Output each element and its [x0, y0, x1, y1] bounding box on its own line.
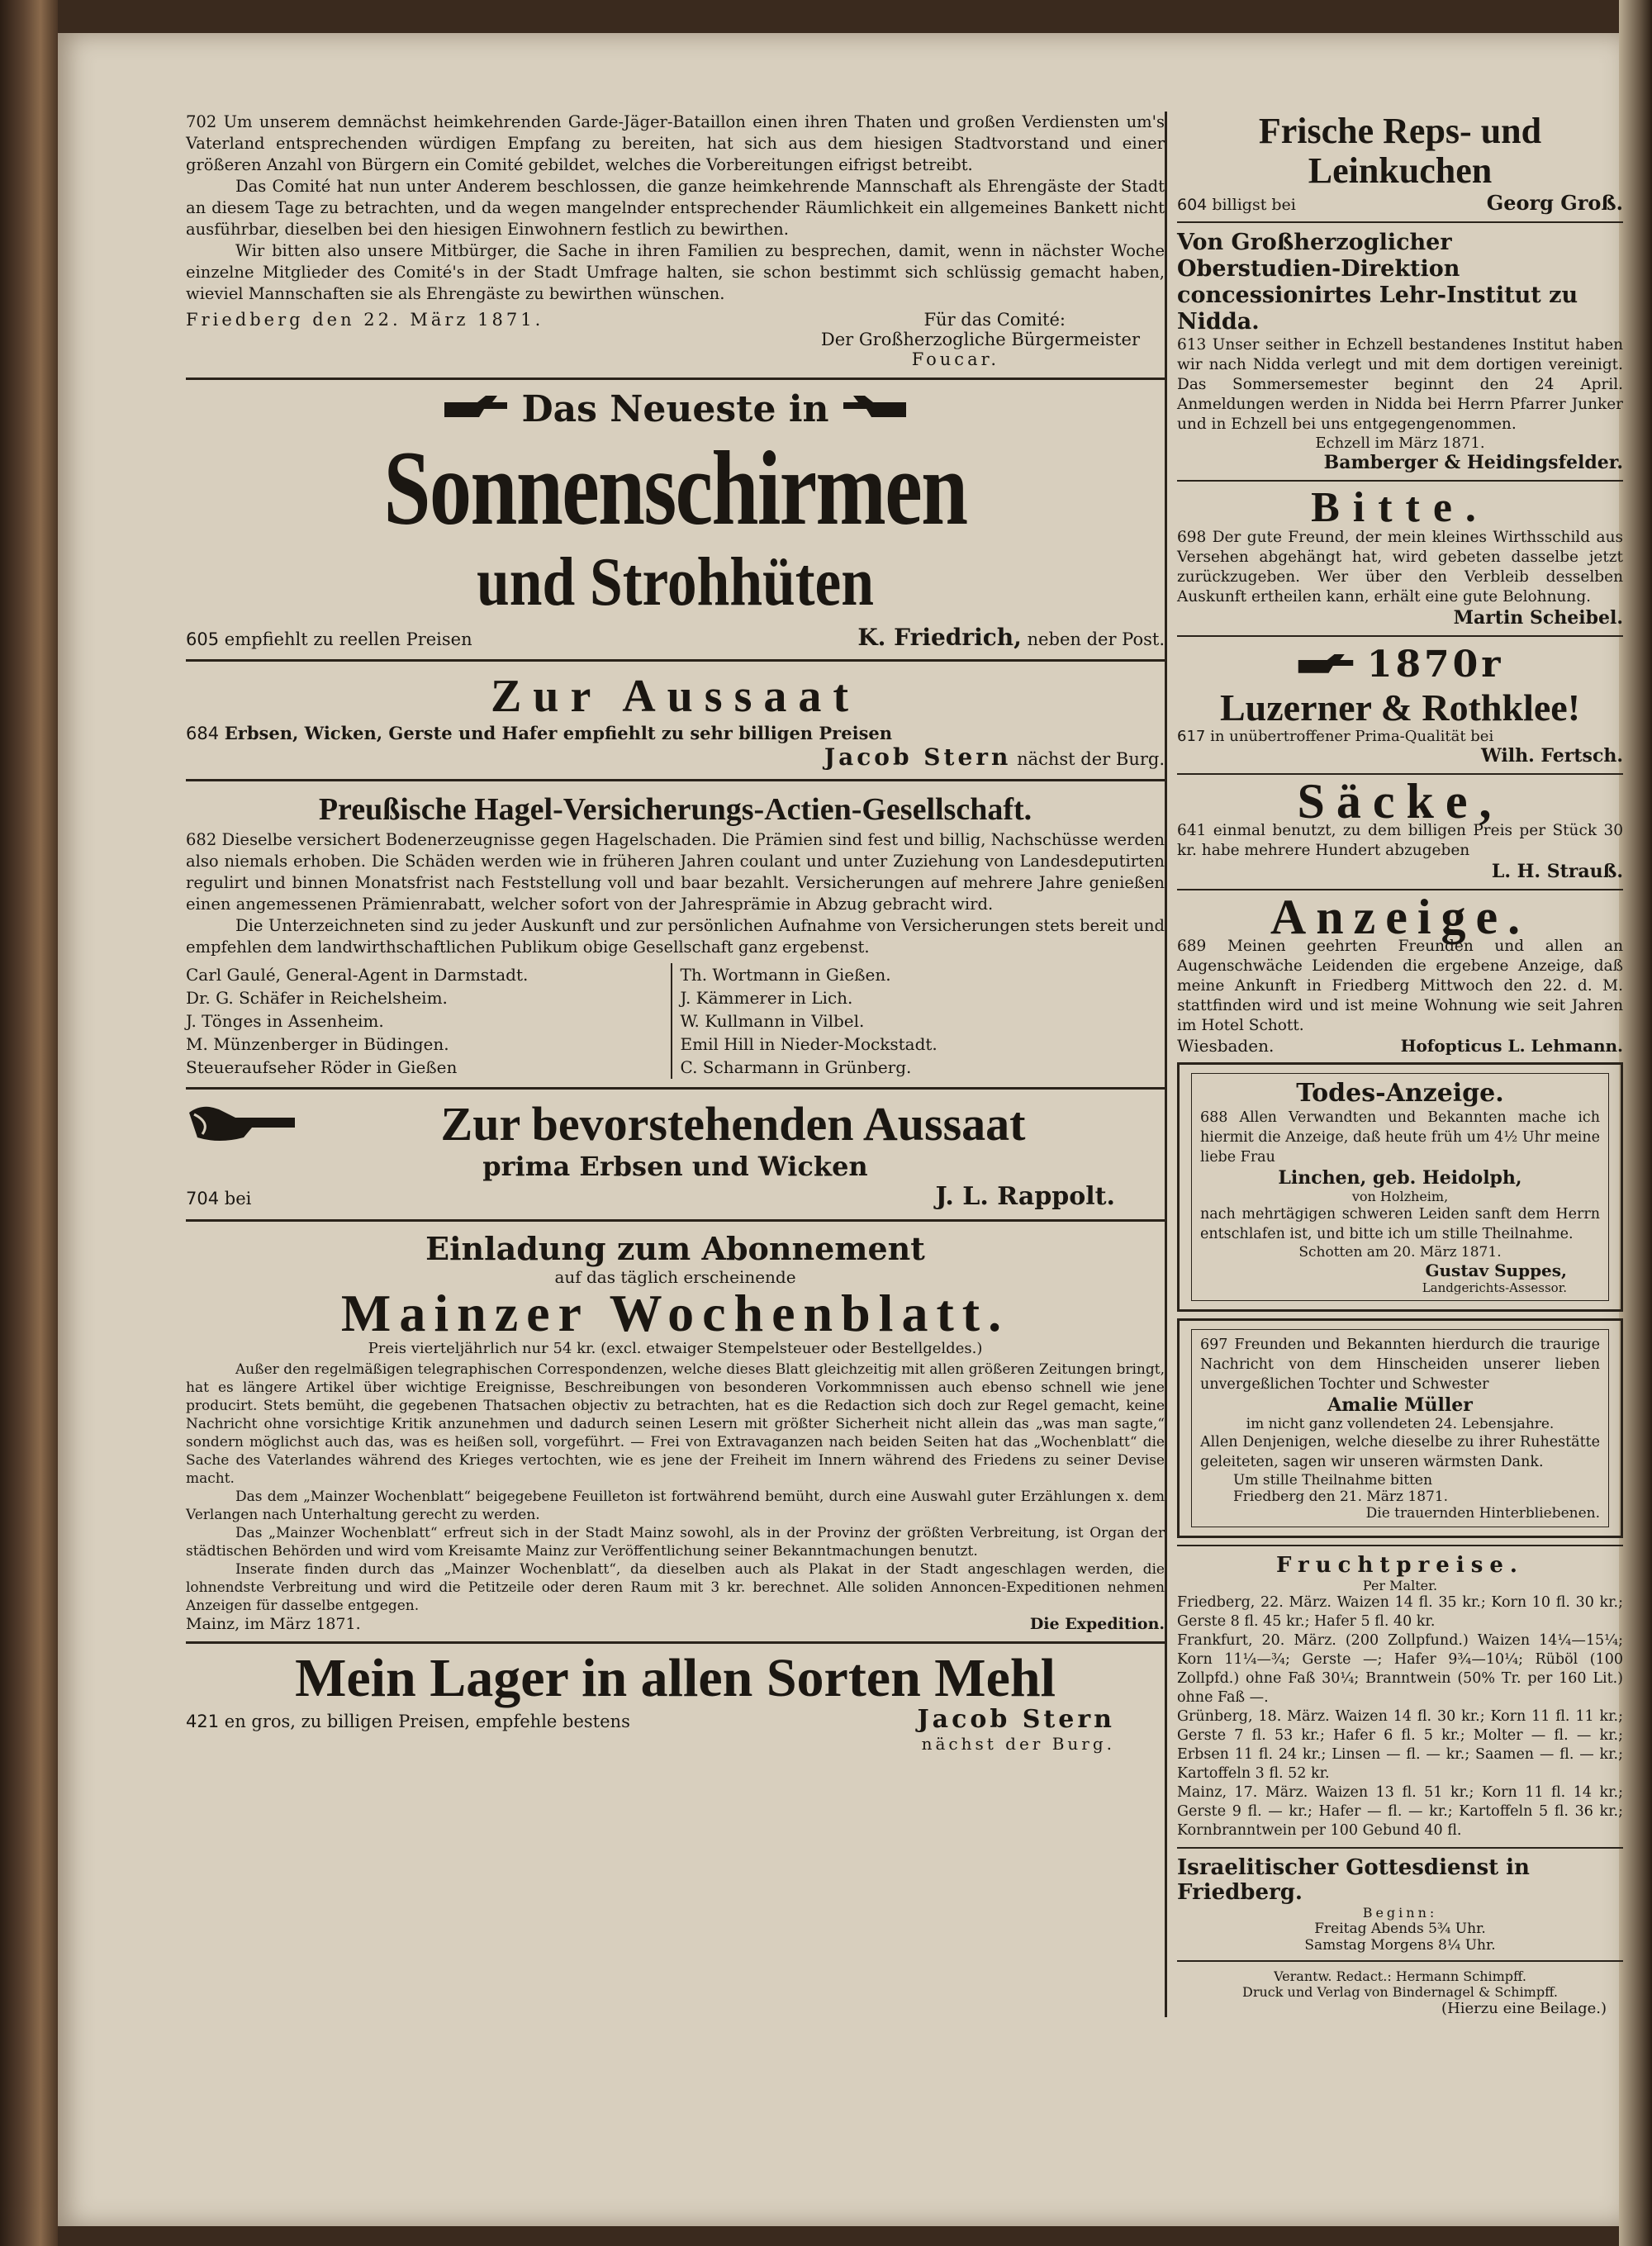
- nidda-sig: Bamberger & Heidingsfelder.: [1323, 452, 1623, 473]
- hagel-agents-right: [671, 963, 1165, 1079]
- mueller-date: Friedberg den 21. März 1871.: [1233, 1489, 1449, 1505]
- frucht-p1: Friedberg, 22. März. Waizen 14 fl. 35 kr.; Korn 10 fl. 30 kr.; Gerste 8 fl. 45 kr.; Hafer 5 fl. 40 kr.: [1177, 1594, 1623, 1630]
- todes-date: Schotten am 20. März 1871.: [1298, 1244, 1502, 1261]
- anzeige-p1: 689 Meinen geehrten Freunden und allen an Augenschwäche Leidenden die ergebene Anzeige, daß meine Ankunft in Friedberg Mittwoch den 22. d. M. stattfinden wird und ist meine Wohnung wie seit Jahren im Hotel Schott.: [1177, 938, 1623, 1034]
- aussaat-addr: nächst der Burg.: [1017, 749, 1165, 769]
- agent-item: Th. Wortmann in Gießen.: [680, 965, 891, 985]
- frucht-p2: Frankfurt, 20. März. (200 Zollpfund.) Waizen 14¼—15¼; Korn 11¼—¾; Gerste —; Hafer 9¾—10¼; Rüböl (100 Zollpfd.) ohne Faß 30¼; Branntwein (50% Tr. per 160 Lit.) ohne Faß —.: [1177, 1632, 1623, 1706]
- hagel-ad: [186, 790, 1165, 1079]
- reps-name: Georg Groß.: [1486, 191, 1623, 215]
- mueller-p4: Um stille Theilnahme bitten: [1233, 1472, 1433, 1489]
- committee-date: Friedberg den 22. März 1871.: [186, 310, 544, 330]
- committee-sig3: Foucar.: [911, 349, 999, 369]
- anzeige-sig: Hofopticus L. Lehmann.: [1400, 1036, 1623, 1056]
- bevor-name: J. L. Rappolt.: [935, 1182, 1115, 1211]
- imprint-l3: (Hierzu eine Beilage.): [1441, 2000, 1607, 2017]
- nidda-p1: 613 Unser seither in Echzell bestandenes Institut haben wir nach Nidda verlegt und mit dem dortigen vereinigt. Das Sommersemester beginnt den 24 April. Anmeldungen werden in Nidda bei Herrn Pfarrer Junker und in Echzell bei uns entgegengenommen.: [1177, 336, 1623, 433]
- agent-item: W. Kullmann in Vilbel.: [680, 1011, 865, 1031]
- sonnen-name: K. Friedrich,: [857, 624, 1022, 651]
- klee-title: Luzerner & Rothklee!: [1219, 686, 1581, 729]
- mainzer-p3: Das „Mainzer Wochenblatt“ erfreut sich in der Stadt Mainz sowohl, als in der Provinz der größten Verbreitung, ist Organ der städtischen Behörden und wird vom Kreisamte Mainz zur Veröffentlichung seiner Bekanntmachungen benutzt.: [186, 1525, 1165, 1560]
- mehl-addr: nächst der Burg.: [921, 1734, 1115, 1754]
- anzeige-place: Wiesbaden.: [1177, 1036, 1275, 1056]
- gottes-title: Israelitischer Gottesdienst in Friedberg.: [1177, 1855, 1530, 1905]
- divider: [1177, 480, 1623, 482]
- mueller-p1: 697 Freunden und Bekannten hierdurch die traurige Nachricht von dem Hinscheiden unserer lieben unvergeßlichen Tochter und Schwester: [1200, 1337, 1600, 1393]
- todes-p2: nach mehrtägigen schweren Leiden sanft dem Herrn entschlafen ist, und bitte ich um stille Theilnahme.: [1200, 1206, 1600, 1242]
- todes-title: Todes-Anzeige.: [1296, 1079, 1504, 1108]
- pointing-hand-icon: [186, 1098, 301, 1151]
- bevorstehende-aussaat-ad: [186, 1098, 1165, 1211]
- imprint-l2: Druck und Verlag von Bindernagel & Schimpff.: [1242, 1984, 1558, 2000]
- agent-item: M. Münzenberger in Büdingen.: [186, 1034, 449, 1054]
- committee-p3: Wir bitten also unsere Mitbürger, die Sache in ihren Familien zu besprechen, damit, wenn in nächster Woche einzelne Mitglieder des Comité's in der Stadt Umfrage halten, sie schon bestimmt sich schlüssig gemacht haben, wieviel Mannschaften sie als Ehrengäste zu bewirthen wünschen.: [186, 241, 1165, 303]
- divider: [1177, 1960, 1623, 1962]
- saecke-ad: [1177, 774, 1623, 882]
- gottes-l1: Freitag Abends 5¾ Uhr.: [1314, 1921, 1486, 1937]
- divider: [1177, 1847, 1623, 1849]
- agent-item: C. Scharmann in Grünberg.: [680, 1057, 912, 1077]
- nidda-title: Von Großherzoglicher Oberstudien-Direktion concessionirtes Lehr-Institut zu Nidda.: [1177, 230, 1578, 335]
- bitte-title: Bitte.: [1311, 484, 1489, 531]
- divider: [186, 659, 1165, 662]
- pointing-hand-icon: [443, 391, 509, 433]
- divider: [186, 1219, 1165, 1222]
- mainzer-top: Einladung zum Abonnement: [425, 1230, 925, 1267]
- bitte-sig: Martin Scheibel.: [1453, 607, 1623, 629]
- aussaat-num: 684: [186, 724, 220, 743]
- mainzer-p1: Außer den regelmäßigen telegraphischen Correspondenzen, welche dieses Blatt gleichzeitig mit allen größeren Zeitungen bringt, hat es längere Artikel über wichtige Ereignisse, Beschreibungen von besonderen Vorkommnissen auch ebenso schnell wie jene producirt. Stets bemüht, die gegebenen Thatsachen objectiv zu betrachten, hat es die Redaction sich doch zur Regel gemacht, keine Nachricht ohne vorsichtige Kritik anzunehmen und dadurch seinen Lesern mit größter Sicherheit nicht allein das „was man sagte,“ sondern möglichst auch das, was es heißen soll, vorgeführt. — Frei von Extravaganzen nach beiden Seiten hat das „Wochenblatt“ die Sache des Vaterlandes während des Krieges vertochten, wie es jene der Freiheit im Innern während des Friedens zu seiner Devise macht.: [186, 1361, 1165, 1487]
- saecke-title: Säcke,: [1297, 774, 1503, 829]
- sonnen-num: 605: [186, 629, 220, 649]
- sonnen-sub: und Strohhüten: [477, 544, 874, 620]
- page-edge: [1619, 0, 1652, 2246]
- committee-p2: Das Comité hat nun unter Anderem beschlossen, die ganze heimkehrende Mannschaft als Ehrengäste der Stadt an diesem Tage zu betrachten, und da wegen mangelnder entsprechender Räumlichkeit ein allgemeines Bankett nicht ausführbar, dieselben bei den hiesigen Einwohnern festlich zu bewirthen.: [186, 177, 1165, 239]
- committee-sig2: Der Großherzogliche Bürgermeister: [820, 330, 1140, 349]
- gottes-sub: Beginn:: [1362, 1905, 1438, 1921]
- klee-text: in unübertroffener Prima-Qualität bei: [1210, 728, 1494, 745]
- saecke-sig: L. H. Strauß.: [1491, 861, 1623, 882]
- sonnenschirmen-ad: [186, 388, 1165, 651]
- pointing-hand-icon: [1297, 646, 1355, 688]
- bevor-title: Zur bevorstehenden Aussaat: [440, 1097, 1026, 1151]
- frucht-title: Fruchtpreise.: [1276, 1553, 1524, 1578]
- mainzer-title: Mainzer Wochenblatt.: [340, 1284, 1010, 1342]
- klee-num: 617: [1177, 728, 1206, 745]
- bevor-num: 704: [186, 1189, 220, 1208]
- todes-sig: Gustav Suppes,: [1425, 1261, 1567, 1280]
- aussaat-ad: [186, 670, 1165, 771]
- nidda-ad: [1177, 230, 1623, 473]
- aussaat-name: Jacob Stern: [824, 743, 1012, 771]
- mainzer-p2: Das dem „Mainzer Wochenblatt“ beigegebene Feuilleton ist fortwährend bemüht, durch eine Auswahl guter Erzählungen x. dem Verlangen nach Unterhaltung gerecht zu werden.: [186, 1489, 1165, 1523]
- reps-title: Frische Reps- und Leinkuchen: [1258, 111, 1542, 191]
- divider: [1177, 635, 1623, 637]
- mueller-anzeige-box: [1177, 1318, 1623, 1538]
- mehl-num: 421: [186, 1712, 220, 1731]
- klee-name: Wilh. Fertsch.: [1481, 745, 1623, 767]
- divider: [186, 1087, 1165, 1090]
- nidda-date: Echzell im März 1871.: [1315, 434, 1485, 452]
- gottes-l2: Samstag Morgens 8¼ Uhr.: [1304, 1937, 1496, 1954]
- sonnen-title: Sonnenschirmen: [383, 430, 967, 547]
- saecke-p1: 641 einmal benutzt, zu dem billigen Preis per Stück 30 kr. habe mehrere Hundert abzugeben: [1177, 822, 1623, 859]
- hagel-agents-left: [186, 963, 671, 1079]
- agent-item: Dr. G. Schäfer in Reichelsheim.: [186, 988, 448, 1008]
- mueller-sig: Die trauernden Hinterbliebenen.: [1365, 1505, 1600, 1522]
- newspaper-page: [58, 33, 1623, 2226]
- right-column: [1165, 112, 1623, 2017]
- pointing-hand-icon: [842, 391, 908, 433]
- mehl-name: Jacob Stern: [917, 1705, 1115, 1734]
- bitte-p1: 698 Der gute Freund, der mein kleines Wirthsschild aus Versehen abgehängt hat, wird gebeten dasselbe jetzt zurückzugeben. Wer über den Verbleib desselben Auskunft ertheilen kann, erhält eine gute Belohnung.: [1177, 529, 1623, 605]
- aussaat-text: Erbsen, Wicken, Gerste und Hafer empfiehlt zu sehr billigen Preisen: [224, 723, 893, 743]
- mueller-name: Amalie Müller: [1327, 1394, 1473, 1416]
- left-column: [186, 112, 1165, 1754]
- sonnen-addr: neben der Post.: [1027, 629, 1165, 649]
- divider: [186, 1641, 1165, 1644]
- todes-sub: von Holzheim,: [1351, 1189, 1449, 1204]
- hagel-p2: Die Unterzeichneten sind zu jeder Auskunft und zur persönlichen Aufnahme von Versicherungen stets bereit und empfehlen dem landwirthschaftlichen Publikum obige Gesellschaft ganz ergebenst.: [186, 916, 1165, 957]
- mehl-text: en gros, zu billigen Preisen, empfehle bestens: [224, 1712, 630, 1731]
- hagel-title: Preußische Hagel-Versicherungs-Actien-Gesellschaft.: [318, 792, 1032, 827]
- gottesdienst: [1177, 1855, 1623, 1954]
- frucht-sub: Per Malter.: [1362, 1578, 1438, 1593]
- hagel-p1: 682 Dieselbe versichert Bodenerzeugnisse gegen Hagelschaden. Die Prämien sind fest und billig, Nachschüsse werden also niemals erhoben. Die Schäden werden wie in früheren Jahren coulant und unter Zuziehung von Landesdeputirten regulirt und binnen Monatsfrist nach Feststellung voll und baar bezahlt. Versicherungen auf mehrere Jahre genießen einen angemessenen Prämienrabatt, welcher sofort von der Jahresprämie in Abzug gebracht wird.: [186, 830, 1165, 914]
- committee-p1: 702 Um unserem demnächst heimkehrenden Garde-Jäger-Bataillon einen ihren Thaten und großen Verdiensten um's Vaterland entsprechenden würdigen Empfang zu bereiten, hat sich aus dem hiesigen Stadtvorstand und einer größeren Anzahl von Bürgern ein Comité gebildet, welches die Vorbereitungen eifrigst betreibt.: [186, 112, 1165, 174]
- committee-sig1: Für das Comité:: [923, 310, 1066, 330]
- sonnen-top: Das Neueste in: [521, 388, 829, 430]
- aussaat-title: Zur Aussaat: [490, 671, 861, 722]
- anzeige-title: Anzeige.: [1270, 890, 1531, 944]
- agent-item: Steueraufseher Röder in Gießen: [186, 1057, 458, 1077]
- mainzer-ad: [186, 1230, 1165, 1633]
- mainzer-p4: Inserate finden durch das „Mainzer Wochenblatt“, da dieselben auch als Plakat in der Stadt angeschlagen werden, die lohnendste Verbreitung und wird die Petitzeile oder deren Raum mit 3 kr. berechnet. Alle soliden Annoncen-Expeditionen nehmen Anzeigen für dasselbe entgegen.: [186, 1561, 1165, 1614]
- agent-item: Emil Hill in Nieder-Mockstadt.: [680, 1034, 938, 1054]
- fruchtpreise: [1177, 1553, 1623, 1840]
- mueller-p3: Allen Denjenigen, welche dieselbe zu ihrer Ruhestätte geleiteten, sagen wir unseren wärmsten Dank.: [1200, 1434, 1600, 1470]
- reps-ad: [1177, 112, 1623, 215]
- mehl-ad: [186, 1648, 1165, 1754]
- reps-num: 604: [1177, 196, 1208, 214]
- sonnen-text: empfiehlt zu reellen Preisen: [224, 629, 472, 649]
- committee-notice: [186, 112, 1165, 369]
- todes-name: Linchen, geb. Heidolph,: [1278, 1167, 1522, 1189]
- agent-item: J. Tönges in Assenheim.: [186, 1011, 384, 1031]
- klee-ad: [1177, 643, 1623, 767]
- imprint: [1177, 1968, 1623, 2017]
- mainzer-price: Preis vierteljährlich nur 54 kr. (excl. etwaiger Stempelsteuer oder Bestellgeldes.): [368, 1340, 983, 1357]
- bevor-text: bei: [224, 1189, 252, 1208]
- mainzer-date: Mainz, im März 1871.: [186, 1615, 361, 1633]
- mueller-p2: im nicht ganz vollendeten 24. Lebensjahre.: [1246, 1416, 1555, 1432]
- divider: [186, 779, 1165, 781]
- bevor-sub: prima Erbsen und Wicken: [482, 1151, 868, 1182]
- todes-sig2: Landgerichts-Assessor.: [1422, 1280, 1567, 1295]
- todes-anzeige-box: [1177, 1062, 1623, 1312]
- divider: [1177, 221, 1623, 223]
- klee-year: 1870r: [1366, 643, 1504, 686]
- frucht-p3: Grünberg, 18. März. Waizen 14 fl. 30 kr.; Korn 11 fl. 11 kr.; Gerste 7 fl. 53 kr.; Hafer 6 fl. 5 kr.; Molter — fl. — kr.; Erbsen 11 fl. 24 kr.; Linsen — fl. — kr.; Saamen — fl. — kr.; Kartoffeln 3 fl. 52 kr.: [1177, 1708, 1623, 1782]
- agent-item: J. Kämmerer in Lich.: [680, 988, 853, 1008]
- mainzer-sig: Die Expedition.: [1029, 1615, 1165, 1633]
- reps-text: billigst bei: [1212, 196, 1296, 214]
- bitte-ad: [1177, 484, 1623, 629]
- todes-p1: 688 Allen Verwandten und Bekannten mache ich hiermit die Anzeige, daß heute früh um 4½ Uhr meine liebe Frau: [1200, 1109, 1600, 1166]
- mehl-title: Mein Lager in allen Sorten Mehl: [295, 1648, 1056, 1708]
- agent-item: Carl Gaulé, General-Agent in Darmstadt.: [186, 965, 529, 985]
- frucht-p4: Mainz, 17. März. Waizen 13 fl. 51 kr.; Korn 11 fl. 14 kr.; Gerste 9 fl. — kr.; Hafer — fl. — kr.; Kartoffeln 5 fl. 36 kr.; Kornbranntwein per 100 Gebund 40 fl.: [1177, 1784, 1623, 1839]
- anzeige-ad: [1177, 890, 1623, 1056]
- divider: [1177, 1545, 1623, 1546]
- book-binding: [0, 0, 58, 2246]
- divider: [186, 377, 1165, 380]
- mainzer-sub: auf das täglich erscheinende: [554, 1267, 796, 1287]
- imprint-l1: Verantw. Redact.: Hermann Schimpff.: [1274, 1968, 1526, 1984]
